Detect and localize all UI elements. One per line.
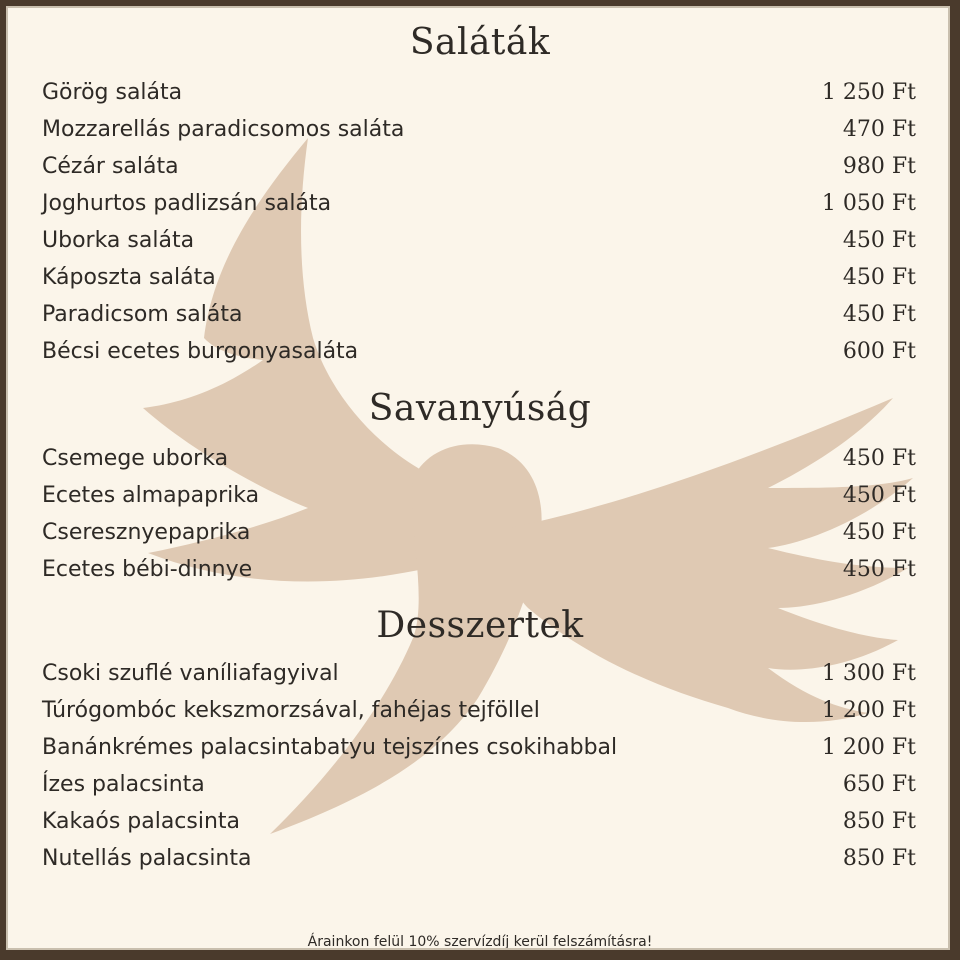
menu-item: [42, 551, 916, 588]
item-name: Paradicsom saláta: [42, 302, 243, 327]
item-price: 600 Ft: [842, 339, 916, 364]
menu-item: [42, 333, 916, 370]
item-price: 450 Ft: [842, 302, 916, 327]
item-name: Joghurtos padlizsán saláta: [42, 191, 332, 216]
menu-item: [42, 185, 916, 222]
item-price: 980 Ft: [842, 154, 916, 179]
item-name: Káposzta saláta: [42, 265, 216, 290]
item-name: Kakaós palacsinta: [42, 809, 241, 834]
item-name: Túrógombóc kekszmorzsával, fahéjas tejföllel: [42, 698, 540, 723]
menu-item: [42, 766, 916, 803]
item-name: Cseresznyepaprika: [42, 520, 251, 545]
menu-item: [42, 148, 916, 185]
item-name: Csemege uborka: [42, 446, 229, 471]
item-name: Banánkrémes palacsintabatyu tejszínes csokihabbal: [42, 735, 618, 760]
item-price: 1 200 Ft: [821, 698, 916, 723]
item-price: 1 200 Ft: [821, 735, 916, 760]
menu-item: [42, 729, 916, 766]
item-price: 450 Ft: [842, 483, 916, 508]
menu-item: [42, 477, 916, 514]
menu-item: [42, 803, 916, 840]
menu-item: [42, 692, 916, 729]
item-price: 450 Ft: [842, 520, 916, 545]
item-name: Görög saláta: [42, 80, 183, 105]
menu-item: [42, 840, 916, 877]
service-fee-note: Árainkon felül 10% szervízdíj kerül felszámításra!: [307, 934, 653, 950]
item-name: Ízes palacsinta: [42, 772, 205, 797]
menu-page: [6, 6, 950, 950]
menu-item: [42, 111, 916, 148]
item-name: Nutellás palacsinta: [42, 846, 252, 871]
menu-item: [42, 259, 916, 296]
item-name: Mozzarellás paradicsomos saláta: [42, 117, 405, 142]
item-price: 1 050 Ft: [821, 191, 916, 216]
item-price: 450 Ft: [842, 228, 916, 253]
item-price: 1 250 Ft: [821, 80, 916, 105]
menu-item: [42, 514, 916, 551]
menu-item: [42, 296, 916, 333]
item-price: 650 Ft: [842, 772, 916, 797]
item-name: Ecetes bébi-dinnye: [42, 557, 253, 582]
section-title-desszertek: Desszertek: [376, 605, 584, 646]
item-price: 450 Ft: [842, 446, 916, 471]
menu-item: [42, 222, 916, 259]
section-title-salatak: Saláták: [409, 22, 551, 63]
item-price: 850 Ft: [842, 846, 916, 871]
item-name: Bécsi ecetes burgonyasaláta: [42, 339, 359, 364]
menu-item: [42, 655, 916, 692]
menu-item: [42, 440, 916, 477]
item-price: 470 Ft: [842, 117, 916, 142]
item-price: 450 Ft: [842, 557, 916, 582]
menu-item: [42, 74, 916, 111]
item-name: Ecetes almapaprika: [42, 483, 260, 508]
section-title-savanyusag: Savanyúság: [368, 388, 592, 429]
item-name: Cézár saláta: [42, 154, 179, 179]
item-price: 1 300 Ft: [821, 661, 916, 686]
item-name: Uborka saláta: [42, 228, 195, 253]
item-price: 450 Ft: [842, 265, 916, 290]
item-name: Csoki szuflé vaníliafagyival: [42, 661, 339, 686]
item-price: 850 Ft: [842, 809, 916, 834]
